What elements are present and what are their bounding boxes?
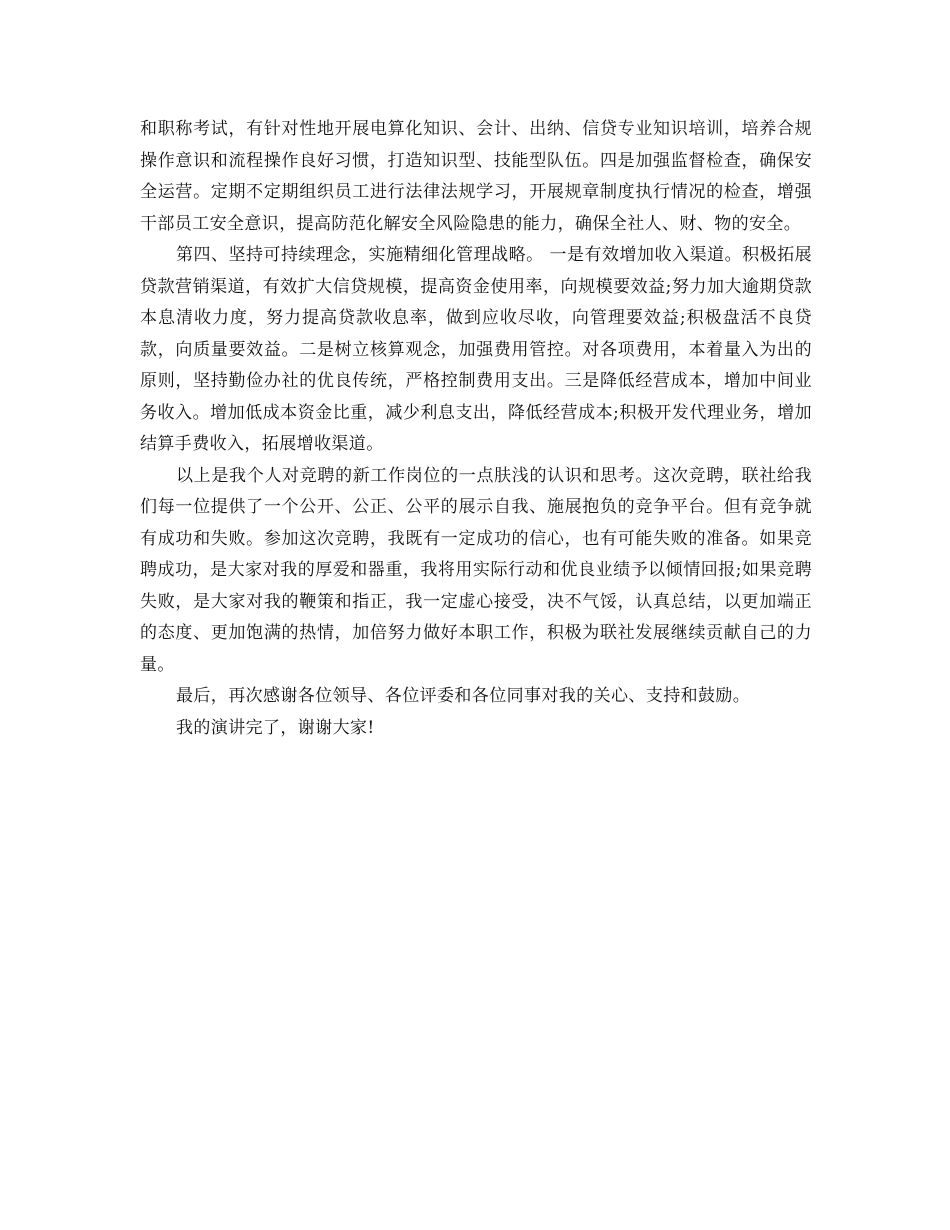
paragraph-competition-reflection: 以上是我个人对竞聘的新工作岗位的一点肤浅的认识和思考。这次竞聘，联社给我们每一位提供了一个公开、公正、公平的展示自我、施展抱负的竞争平台。但有竞争就有成功和失败。参加这次竞聘，我既有一定成功的信心，也有可能失败的准备。如果竞聘成功，是大家对我的厚爱和器重，我将用实际行动和优良业绩予以倾情回报;如果竞聘失败，是大家对我的鞭策和指正，我一定虚心接受，决不气馁，认真总结，以更加端正的态度、更加饱满的热情，加倍努力做好本职工作，积极为联社发展继续贡献自己的力量。 — [140, 465, 812, 675]
paragraph-thanks: 最后，再次感谢各位领导、各位评委和各位同事对我的关心、支持和鼓励。 — [176, 686, 751, 706]
paragraph-fourth-point: 第四、坚持可持续理念，实施精细化管理战略。 一是有效增加收入渠道。积极拓展贷款营销渠道，有效扩大信贷规模，提高资金使用率，向规模要效益;努力加大逾期贷款本息清收力度，努力提高贷款收息率，做到应收尽收，向管理要效益;积极盘活不良贷款，向质量要效益。二是树立核算观念，加强费用管控。对各项费用，本着量入为出的原则，坚持勤俭办社的优良传统，严格控制费用支出。三是降低经营成本，增加中间业务收入。增加低成本资金比重，减少利息支出，降低经营成本;积极开发代理业务，增加结算手费收入，拓展增收渠道。 — [140, 245, 812, 454]
paragraph-closing: 我的演讲完了，谢谢大家! — [176, 717, 375, 738]
paragraph-training-supervision: 和职称考试，有针对性地开展电算化知识、会计、出纳、信贷专业知识培训，培养合规操作意识和流程操作良好习惯，打造知识型、技能型队伍。四是加强监督检查，确保安全运营。定期不定期组织员工进行法律法规学习，开展规章制度执行情况的检查，增强干部员工安全意识，提高防范化解安全风险隐患的能力，确保全社人、财、物的安全。 — [140, 119, 812, 234]
document-body — [140, 114, 812, 744]
